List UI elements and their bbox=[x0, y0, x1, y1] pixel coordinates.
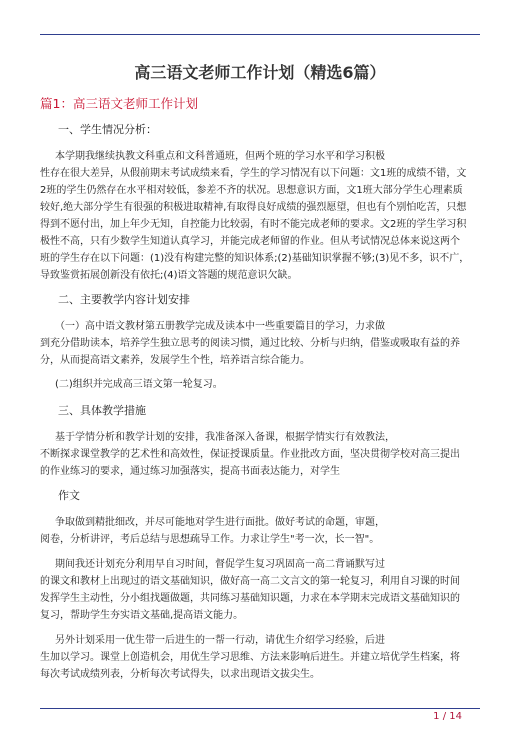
paragraph-student-analysis: 本学期我继续执教文科重点和文科普通班，但两个班的学习水平和学习积极 性存在很大差异，从假前期末考试成绩来看，学生的学习情况有以下问题：文1班的成绩不错，文 2班的学生仍然存在水平相对较低，参差不齐的状况。思想意识方面，文1班大部分学生心理素质 较好,绝大部分学生有很强的积极进取精神,有取得良好成绩的强烈愿望，但也有个别怕吃苦，只想 得到不愿付出，加上年少无知，自控能力比较弱，有时不能完成老师的要求。文2班的学生学习积 极性不高，只有少数学生知道认真学习，并能完成老师留的作业。但从考试情况总体来说这两个 班的学生存在以下问题：(1)没有构建完整的知识体系;(2)基础知识掌握不够;(3)见不多，识不广， 导致鉴赏拓展创新没有依托;(4)语文答题的规范意识欠缺。 bbox=[40, 151, 470, 281]
document-title: 高三语文老师工作计划（精选6篇） bbox=[134, 63, 386, 82]
header-rule bbox=[40, 34, 480, 35]
heading-composition: 作文 bbox=[58, 489, 80, 502]
paragraph-teaching-plan: （一）高中语文教材第五册教学完成及读本中一些重要篇目的学习，力求做 到充分借助读本，培养学生独立思考的阅读习惯，通过比较、分析与归纳，借鉴或吸取有益的养 分，从而提高语文素养，发展学生个性，培养语言综合能力。 bbox=[40, 321, 460, 366]
heading-student-analysis: 一、学生情况分析： bbox=[58, 123, 157, 136]
paragraph-peer-help: 另外计划采用一优生带一后进生的一帮一行动，请优生介绍学习经验，后进 生加以学习。课堂上创造机会，用优生学习思维、方法来影响后进生。并建立培优学生档案，将 每次考试成绩列表，分析每次考试得失，以求出现语文拔尖生。 bbox=[40, 635, 460, 680]
paragraph-self-study: 期间我还计划充分利用早自习时间，督促学生复习巩固高一高二背诵默写过 的课文和教材上出现过的语文基础知识，做好高一高二文言文的第一轮复习，利用自习课的时间 发挥学生主动性，分小组找题做题，共同练习基础知识题，力求在本学期末完成语文基础知识的 复习，帮助学生夯实语文基础,提高语文能力。 bbox=[40, 559, 460, 621]
paragraph-teaching-measures: 基于学情分析和教学计划的安排，我准备深入备课，根据学情实行有效教法， 不断探求课堂教学的艺术性和高效性，保证授课质量。作业批改方面，坚决贯彻学校对高三提出 的作业练习的要求，通过练习加强落实，提高书面表达能力，对学生 bbox=[40, 432, 460, 477]
heading-teaching-measures: 三、具体教学措施 bbox=[58, 404, 146, 417]
paragraph-review-plan: (二)组织并完成高三语文第一轮复习。 bbox=[55, 379, 223, 390]
heading-teaching-plan: 二、主要教学内容计划安排 bbox=[58, 293, 190, 306]
paragraph-composition: 争取做到精批细改，并尽可能地对学生进行面批。做好考试的命题，审题， 阅卷，分析讲评，考后总结与思想疏导工作。力求让学生"考一次，长一智"。 bbox=[40, 517, 385, 545]
document-body bbox=[40, 62, 480, 691]
section-title: 篇1：高三语文老师工作计划 bbox=[40, 96, 198, 111]
page-indicator: 1 / 14 bbox=[433, 711, 462, 722]
footer-rule bbox=[40, 708, 480, 709]
